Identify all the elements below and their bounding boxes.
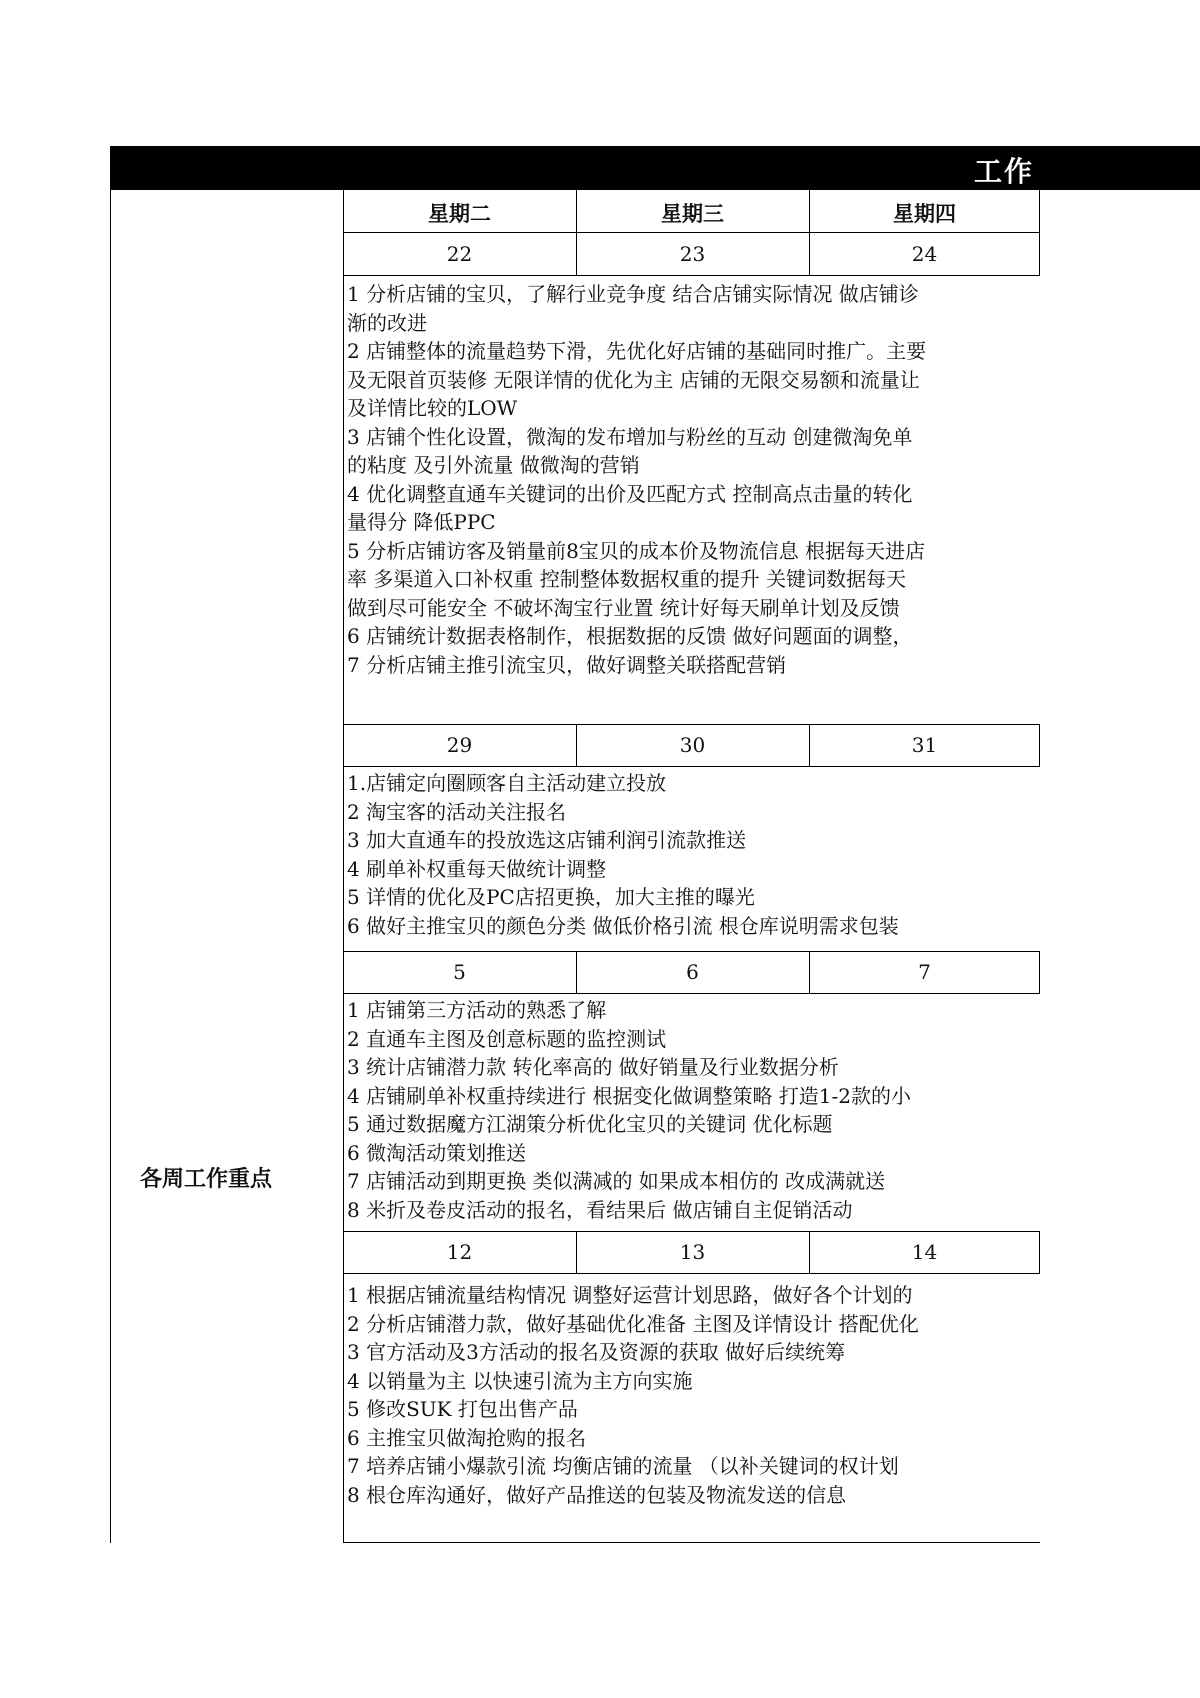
date-cell: 14: [911, 1240, 938, 1264]
note-line: 的粘度 及引外流量 做微淘的营销: [347, 453, 640, 477]
date-cell: 6: [686, 960, 699, 984]
note-line: 2 店铺整体的流量趋势下滑，先优化好店铺的基础同时推广。主要: [347, 339, 927, 363]
note-line: 5 通过数据魔方江湖策分析优化宝贝的关键词 优化标题: [347, 1112, 833, 1136]
note-line: 及详情比较的LOW: [347, 396, 518, 420]
note-line: 2 淘宝客的活动关注报名: [347, 799, 567, 824]
note-line: 5 分析店铺访客及销量前8宝贝的成本价及物流信息 根据每天进店: [347, 538, 926, 563]
note-line: 及无限首页装修 无限详情的优化为主 店铺的无限交易额和流量让: [347, 367, 920, 392]
note-line: 1.店铺定向圈顾客自主活动建立投放: [347, 771, 667, 795]
note-line: 8 米折及卷皮活动的报名，看结果后 做店铺自主促销活动: [347, 1197, 853, 1222]
section-label: 各周工作重点: [140, 1167, 273, 1192]
left-border: [110, 190, 111, 1543]
note-line: 4 刷单补权重每天做统计调整: [347, 856, 607, 881]
note-line: 1 分析店铺的宝贝，了解行业竞争度 结合店铺实际情况 做店铺诊: [347, 282, 919, 306]
note-line: 3 统计店铺潜力款 转化率高的 做好销量及行业数据分析: [347, 1055, 839, 1079]
divider: [343, 232, 1040, 233]
note-line: 量得分 降低PPC: [347, 510, 496, 534]
grid-left-border: [343, 190, 344, 1543]
date-cell: 24: [911, 242, 938, 266]
note-line: 7 培养店铺小爆款引流 均衡店铺的流量 （以补关键词的权计划: [347, 1454, 899, 1478]
note-line: 6 店铺统计数据表格制作，根据数据的反馈 做好问题面的调整，: [347, 624, 913, 648]
divider: [343, 766, 1040, 767]
week-notes: [347, 996, 1040, 1224]
note-line: 4 店铺刷单补权重持续进行 根据变化做调整策略 打造1-2款的小: [347, 1083, 912, 1108]
note-line: 1 店铺第三方活动的熟悉了解: [347, 998, 607, 1022]
day-header: 星期四: [893, 202, 956, 226]
note-line: 2 分析店铺潜力款，做好基础优化准备 主图及详情设计 搭配优化: [347, 1311, 919, 1336]
divider: [343, 275, 1040, 276]
date-cell: 29: [446, 733, 473, 757]
divider: [343, 993, 1040, 994]
week-notes: [347, 280, 1040, 679]
date-cell: 12: [446, 1240, 473, 1264]
date-cell: 30: [679, 733, 706, 757]
day-header: 星期二: [428, 202, 491, 226]
date-cell: 13: [679, 1240, 706, 1264]
note-line: 4 以销量为主 以快速引流为主方向实施: [347, 1368, 693, 1393]
date-cell: 5: [453, 960, 466, 984]
note-line: 率 多渠道入口补权重 控制整体数据权重的提升 关键词数据每天: [347, 567, 907, 591]
note-line: 3 加大直通车的投放选这店铺利润引流款推送: [347, 828, 747, 852]
note-line: 3 官方活动及3方活动的报名及资源的获取 做好后续统筹: [347, 1340, 846, 1364]
divider: [343, 1273, 1040, 1274]
note-line: 8 根仓库沟通好，做好产品推送的包装及物流发送的信息: [347, 1482, 847, 1507]
note-line: 6 主推宝贝做淘抢购的报名: [347, 1425, 587, 1450]
date-cell: 7: [918, 960, 931, 984]
note-line: 7 分析店铺主推引流宝贝，做好调整关联搭配营销: [347, 652, 787, 677]
date-cell: 22: [446, 242, 473, 266]
note-line: 渐的改进: [347, 310, 427, 335]
week-notes: [347, 769, 1040, 940]
note-line: 1 根据店铺流量结构情况 调整好运营计划思路，做好各个计划的: [347, 1283, 913, 1307]
note-line: 5 修改SUK 打包出售产品: [347, 1397, 578, 1421]
note-line: 做到尽可能安全 不破坏淘宝行业置 统计好每天刷单计划及反馈: [347, 595, 900, 620]
page-title: 工作: [974, 155, 1035, 188]
weekly-schedule-table: [343, 190, 1040, 1543]
note-line: 4 优化调整直通车关键词的出价及匹配方式 控制高点击量的转化: [347, 481, 913, 506]
note-line: 3 店铺个性化设置，微淘的发布增加与粉丝的互动 创建微淘免单: [347, 424, 913, 449]
title-bar: [110, 146, 1200, 190]
note-line: 6 微淘活动策划推送: [347, 1140, 527, 1165]
note-line: 6 做好主推宝贝的颜色分类 做低价格引流 根仓库说明需求包装: [347, 913, 899, 938]
date-cell: 23: [679, 242, 706, 266]
note-line: 2 直通车主图及创意标题的监控测试: [347, 1026, 667, 1051]
date-cell: 31: [911, 733, 938, 757]
divider: [343, 724, 1040, 725]
note-line: 5 详情的优化及PC店招更换，加大主推的曝光: [347, 885, 755, 909]
divider: [343, 951, 1040, 952]
week-notes: [347, 1281, 1040, 1509]
divider: [343, 1231, 1040, 1232]
note-line: 7 店铺活动到期更换 类似满减的 如果成本相仿的 改成满就送: [347, 1169, 886, 1193]
grid-bottom-border: [343, 1542, 1040, 1543]
day-header: 星期三: [661, 202, 724, 226]
